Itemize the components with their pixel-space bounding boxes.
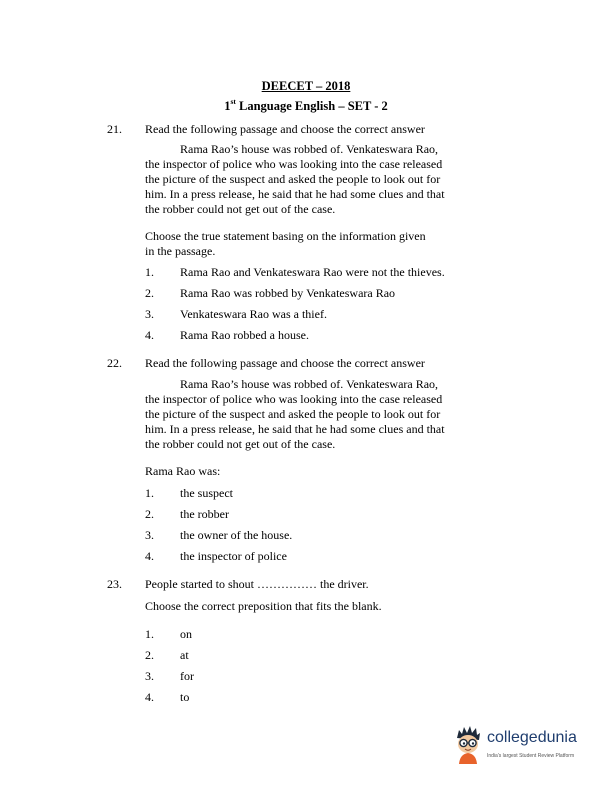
collegedunia-tagline: India's largest Student Review Platform bbox=[487, 753, 575, 759]
question-22-passage-line: the robber could not get out of the case. bbox=[145, 437, 336, 451]
question-23-option-1[interactable]: on bbox=[180, 627, 192, 641]
question-23-option-3[interactable]: for bbox=[180, 669, 194, 683]
question-22-option-1-number: 1. bbox=[145, 486, 154, 500]
question-21-question-line: in the passage. bbox=[145, 244, 216, 258]
question-22-option-4-number: 4. bbox=[145, 549, 154, 563]
question-21-option-2[interactable]: Rama Rao was robbed by Venkateswara Rao bbox=[180, 286, 396, 300]
question-22-passage-line: the inspector of police who was looking into the case released bbox=[145, 392, 443, 406]
question-21-prompt: Read the following passage and choose the correct answer bbox=[145, 122, 425, 136]
question-23-option-3-number: 3. bbox=[145, 669, 154, 683]
question-21-number: 21. bbox=[107, 122, 122, 136]
question-21-passage-line: the robber could not get out of the case. bbox=[145, 202, 336, 216]
question-23-option-1-number: 1. bbox=[145, 627, 154, 641]
question-23-option-2[interactable]: at bbox=[180, 648, 189, 662]
question-22-passage-line: him. In a press release, he said that he had some clues and that bbox=[145, 422, 445, 436]
question-22-option-3[interactable]: the owner of the house. bbox=[180, 528, 293, 542]
question-22-prompt: Read the following passage and choose the correct answer bbox=[145, 356, 425, 370]
question-21-passage-line: the picture of the suspect and asked the people to look out for bbox=[145, 172, 441, 186]
question-22-passage-line: Rama Rao’s house was robbed of. Venkateswara Rao, bbox=[180, 377, 439, 391]
question-21-question-line: Choose the true statement basing on the information given bbox=[145, 229, 426, 243]
question-23-number: 23. bbox=[107, 577, 122, 591]
question-23-option-4-number: 4. bbox=[145, 690, 154, 704]
question-23-option-2-number: 2. bbox=[145, 648, 154, 662]
question-21-option-4-number: 4. bbox=[145, 328, 154, 342]
collegedunia-logo-text: collegedunia bbox=[487, 729, 577, 746]
question-23-option-4[interactable]: to bbox=[180, 690, 190, 704]
question-22-option-4[interactable]: the inspector of police bbox=[180, 549, 287, 563]
question-21-passage-line: the inspector of police who was looking into the case released bbox=[145, 157, 443, 171]
question-22-question-line: Rama Rao was: bbox=[145, 464, 221, 478]
question-23-question-line: Choose the correct preposition that fits the blank. bbox=[145, 599, 382, 613]
question-22-option-3-number: 3. bbox=[145, 528, 154, 542]
document-subtitle: 1st Language English – SET - 2 bbox=[224, 97, 388, 113]
question-21-option-4[interactable]: Rama Rao robbed a house. bbox=[180, 328, 309, 342]
question-21-option-3[interactable]: Venkateswara Rao was a thief. bbox=[180, 307, 327, 321]
document-title: DEECET – 2018 bbox=[261, 79, 351, 93]
question-21-option-1-number: 1. bbox=[145, 265, 154, 279]
question-22-option-2-number: 2. bbox=[145, 507, 154, 521]
question-23-prompt: People started to shout …………… the driver. bbox=[145, 577, 369, 591]
question-21-option-1[interactable]: Rama Rao and Venkateswara Rao were not the thieves. bbox=[180, 265, 445, 279]
question-21-option-2-number: 2. bbox=[145, 286, 154, 300]
collegedunia-mascot-icon bbox=[452, 724, 484, 764]
question-22-number: 22. bbox=[107, 356, 122, 370]
question-21-passage-line: Rama Rao’s house was robbed of. Venkateswara Rao, bbox=[180, 142, 439, 156]
question-22-option-1[interactable]: the suspect bbox=[180, 486, 233, 500]
question-21-option-3-number: 3. bbox=[145, 307, 154, 321]
question-21-passage-line: him. In a press release, he said that he had some clues and that bbox=[145, 187, 445, 201]
question-22-option-2[interactable]: the robber bbox=[180, 507, 229, 521]
question-22-passage-line: the picture of the suspect and asked the people to look out for bbox=[145, 407, 441, 421]
